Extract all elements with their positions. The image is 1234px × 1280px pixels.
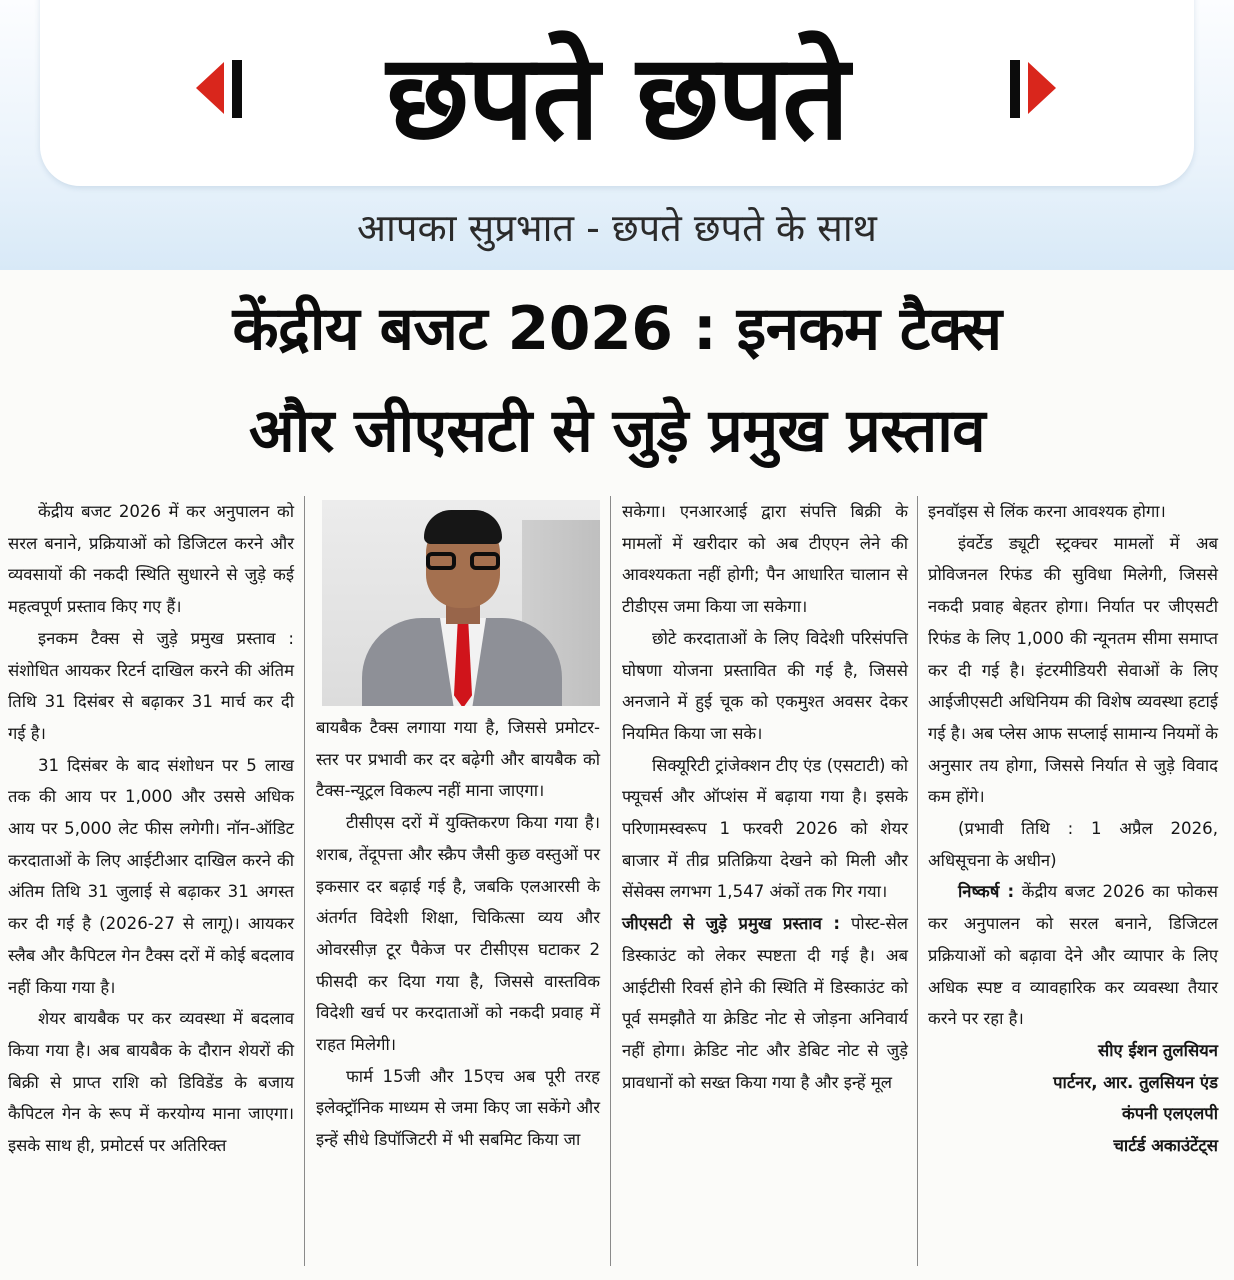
author-firm: कंपनी एलएलपी <box>1121 1104 1218 1124</box>
newspaper-brand: छपते छपते <box>386 28 848 166</box>
paragraph: सकेगा। एनआरआई द्वारा संपत्ति बिक्री के मामलों में खरीदार को अब टीएएन लेने की आवश्यकता नहीं होगी; पैन आधारित चालान से टीडीएस जमा किया जा सकेगा। <box>622 502 908 617</box>
paragraph: इनवॉइस से लिंक करना आवश्यक होगा। <box>928 502 1166 521</box>
author-designation: पार्टनर, आर. तुलसियन एंड <box>1053 1072 1218 1092</box>
paragraph: बायबैक टैक्स लगाया गया है, जिससे प्रमोटर-स्तर पर प्रभावी कर दर बढ़ेगी और बायबैक को टैक्स-न्यूट्रल विकल्प नहीं माना जाएगा। <box>316 718 600 801</box>
column-divider <box>917 496 918 1266</box>
gst-section-label: जीएसटी से जुड़े प्रमुख प्रस्ताव : <box>622 914 840 934</box>
paragraph-text: केंद्रीय बजट 2026 का फोकस कर अनुपालन को सरल बनाने, डिजिटल प्रक्रियाओं को बढ़ावा देने और व्यापार के लिए अधिक स्पष्ट व व्यावहारिक कर व्यवस्था तैयार करने पर रहा है। <box>928 882 1219 1029</box>
paragraph: सिक्यूरिटी ट्रांजेक्शन टीए एंड (एसटाटी) को फ्यूचर्स और ऑप्शंस में बढ़ाया गया है। इसके परिणामस्वरूप 1 फरवरी 2026 को शेयर बाजार में तीव्र प्रतिक्रिया देखने को मिली और सेंसेक्स लगभग 1,547 अंकों तक गिर गया। <box>622 755 908 902</box>
paragraph: फार्म 15जी और 15एच अब पूरी तरह इलेक्ट्रॉनिक माध्यम से जमा किए जा सकेंगे और इन्हें सीधे डिपॉजिटरी में भी सबमिट किया जा <box>316 1066 600 1150</box>
headline-line-1: केंद्रीय बजट 2026 : इनकम टैक्स <box>232 294 1002 364</box>
paragraph <box>622 908 908 1098</box>
article-column-1 <box>8 496 294 1162</box>
right-arrow-icon <box>1028 62 1056 114</box>
article-column-3 <box>622 496 908 1098</box>
headline-line-2: और जीएसटी से जुड़े प्रमुख प्रस्ताव <box>248 396 986 466</box>
column-divider <box>610 496 611 1266</box>
article-column-2 <box>316 712 600 1156</box>
effective-date-note: (प्रभावी तिथि : 1 अप्रैल 2026, अधिसूचना के अधीन) <box>928 819 1218 870</box>
paragraph <box>928 876 1218 1035</box>
paragraph: छोटे करदाताओं के लिए विदेशी परिसंपत्ति घोषणा योजना प्रस्तावित की गई है, जिससे अनजाने में हुई चूक को एकमुश्त अवसर देकर नियमित किया जा सके। <box>622 628 908 743</box>
paragraph: केंद्रीय बजट 2026 में कर अनुपालन को सरल बनाने, प्रक्रियाओं को डिजिटल करने और व्यवसायों की नकदी स्थिति सुधारने से जुड़े कई महत्वपूर्ण प्रस्ताव किए गए हैं। <box>8 502 294 617</box>
masthead <box>0 0 1234 270</box>
article-headline <box>0 278 1234 482</box>
article-column-4 <box>928 496 1218 1162</box>
conclusion-label: निष्कर्ष : <box>958 882 1015 902</box>
tagline: आपका सुप्रभात - छपते छपते के साथ <box>357 206 877 250</box>
paragraph: इनकम टैक्स से जुड़े प्रमुख प्रस्ताव : संशोधित आयकर रिटर्न दाखिल करने की अंतिम तिथि 31 दिसंबर से बढ़ाकर 31 मार्च कर दी गई है। <box>8 628 294 743</box>
author-name: सीए ईशन तुलसियन <box>1098 1040 1218 1060</box>
paragraph-text: पोस्ट-सेल डिस्काउंट को लेकर स्पष्टता दी गई है। अब आईटीसी रिवर्स होने की स्थिति में डिस्काउंट को पूर्व समझौते या क्रेडिट नोट से जोड़ना अनिवार्य नहीं होगा। क्रेडिट नोट और डेबिट नोट से जुड़े प्रावधानों को सख्त किया गया है और इन्हें मूल <box>622 914 908 1092</box>
right-bar-decoration <box>1010 60 1020 118</box>
paragraph: शेयर बायबैक पर कर व्यवस्था में बदलाव किया गया है। अब बायबैक के दौरान शेयरों की बिक्री से प्राप्त राशि को डिविडेंड के बजाय कैपिटल गेन के रूप में करयोग्य माना जाएगा। इसके साथ ही, प्रमोटर्स पर अतिरिक्त <box>8 1009 294 1156</box>
author-profession: चार्टर्ड अकाउंटेंट्स <box>1113 1136 1218 1156</box>
paragraph: टीसीएस दरों में युक्तिकरण किया गया है। शराब, तेंदूपत्ता और स्क्रैप जैसी कुछ वस्तुओं पर इकसार दर बढ़ाई गई है, जबकि एलआरसी के अंतर्गत विदेशी शिक्षा, चिकित्सा व्यय और ओवरसीज़ टूर पैकेज पर टीसीएस घटाकर 2 फीसदी कर दिया गया है, जिससे वास्तविक विदेशी खर्च पर करदाताओं को नकदी प्रवाह में राहत मिलेगी। <box>316 813 600 1055</box>
paragraph: 31 दिसंबर के बाद संशोधन पर 5 लाख तक की आय पर 1,000 और उससे अधिक आय पर 5,000 लेट फीस लगेगी। नॉन-ऑडिट करदाताओं के लिए आईटीआर दाखिल करने की अंतिम तिथि 31 जुलाई से बढ़ाकर 31 अगस्त कर दी गई है (2026-27 से लागू)। आयकर स्लैब और कैपिटल गेन टैक्स दरों में कोई बदलाव नहीं किया गया है। <box>8 755 294 997</box>
paragraph: इंवर्टेड ड्यूटी स्ट्रक्चर मामलों में अब प्रोविजनल रिफंड की सुविधा मिलेगी, जिससे नकदी प्रवाह बेहतर होगा। निर्यात पर जीएसटी रिफंड के लिए 1,000 की न्यूनतम सीमा समाप्त कर दी गई है। इंटरमीडियरी सेवाओं के लिए आईजीएसटी अधिनियम की विशेष व्यवस्था हटाई गई है। अब प्लेस आफ सप्लाई सामान्य नियमों के अनुसार तय होगा, जिससे निर्यात से जुड़े विवाद कम होंगे। <box>928 533 1218 807</box>
author-photo <box>322 500 600 706</box>
column-divider <box>304 496 305 1266</box>
